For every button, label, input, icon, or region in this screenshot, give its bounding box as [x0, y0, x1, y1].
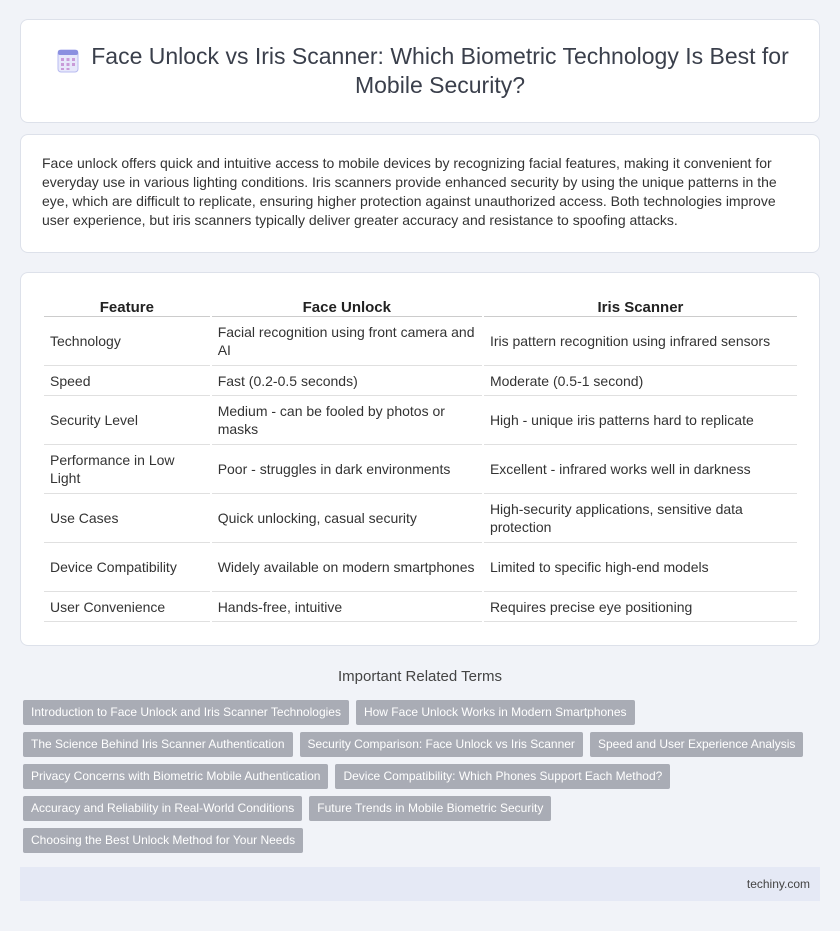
related-terms-heading: Important Related Terms: [338, 668, 502, 685]
row-iris-scanner: Iris pattern recognition using infrared sensors: [484, 317, 797, 366]
header-feature: Feature: [44, 295, 210, 317]
related-term-tag[interactable]: Accuracy and Reliability in Real-World Conditions: [23, 796, 302, 821]
related-term-tag[interactable]: Security Comparison: Face Unlock vs Iris Scanner: [300, 732, 583, 757]
related-term-tag[interactable]: Speed and User Experience Analysis: [590, 732, 803, 757]
row-feature: Technology: [44, 317, 210, 366]
comparison-card: [20, 272, 820, 646]
page-title: Face Unlock vs Iris Scanner: Which Biometric Technology Is Best for Mobile Security?: [91, 43, 789, 98]
table-row: [44, 543, 797, 592]
row-feature: Use Cases: [44, 494, 210, 543]
table-row: [44, 445, 797, 494]
table-row: [44, 592, 797, 622]
related-terms-list: [23, 700, 813, 853]
related-term-tag[interactable]: Future Trends in Mobile Biometric Security: [309, 796, 551, 821]
table-header-row: [44, 295, 797, 317]
footer-site-link[interactable]: techiny.com: [746, 877, 810, 891]
row-face-unlock: Fast (0.2-0.5 seconds): [212, 366, 482, 396]
related-term-tag[interactable]: How Face Unlock Works in Modern Smartphones: [356, 700, 635, 725]
intro-paragraph: Face unlock offers quick and intuitive access to mobile devices by recognizing facial features, making it convenient for everyday use in various lighting conditions. Iris scanners provide enhanced security by using the unique patterns in the eye, which are difficult to replicate, ensuring higher protection against unauthorized access. Both technologies improve user experience, but iris scanners typically deliver greater accuracy and resistance to spoofing attacks.: [42, 155, 777, 228]
table-row: [44, 396, 797, 445]
row-feature: Speed: [44, 366, 210, 396]
footer: [20, 867, 820, 901]
row-iris-scanner: Requires precise eye positioning: [484, 592, 797, 622]
row-iris-scanner: Excellent - infrared works well in darkness: [484, 445, 797, 494]
related-term-tag[interactable]: Privacy Concerns with Biometric Mobile Authentication: [23, 764, 328, 789]
related-term-tag[interactable]: Device Compatibility: Which Phones Support Each Method?: [335, 764, 670, 789]
intro-card: [20, 134, 820, 253]
related-term-tag[interactable]: Choosing the Best Unlock Method for Your Needs: [23, 828, 303, 853]
table-row: [44, 366, 797, 396]
row-face-unlock: Quick unlocking, casual security: [212, 494, 482, 543]
row-face-unlock: Medium - can be fooled by photos or masks: [212, 396, 482, 445]
row-feature: Device Compatibility: [44, 543, 210, 592]
row-iris-scanner: Moderate (0.5-1 second): [484, 366, 797, 396]
row-feature: User Convenience: [44, 592, 210, 622]
row-feature: Performance in Low Light: [44, 445, 210, 494]
header-face-unlock: Face Unlock: [212, 295, 482, 317]
row-face-unlock: Poor - struggles in dark environments: [212, 445, 482, 494]
row-iris-scanner: Limited to specific high-end models: [484, 543, 797, 592]
row-iris-scanner: High - unique iris patterns hard to replicate: [484, 396, 797, 445]
title-card: [20, 19, 820, 123]
row-face-unlock: Widely available on modern smartphones: [212, 543, 482, 592]
related-term-tag[interactable]: Introduction to Face Unlock and Iris Scanner Technologies: [23, 700, 349, 725]
related-term-tag[interactable]: The Science Behind Iris Scanner Authentication: [23, 732, 293, 757]
table-row: [44, 494, 797, 543]
comparison-table: [42, 295, 799, 622]
row-iris-scanner: High-security applications, sensitive data protection: [484, 494, 797, 543]
row-face-unlock: Hands-free, intuitive: [212, 592, 482, 622]
table-row: [44, 317, 797, 366]
row-face-unlock: Facial recognition using front camera and AI: [212, 317, 482, 366]
row-feature: Security Level: [44, 396, 210, 445]
header-iris-scanner: Iris Scanner: [484, 295, 797, 317]
